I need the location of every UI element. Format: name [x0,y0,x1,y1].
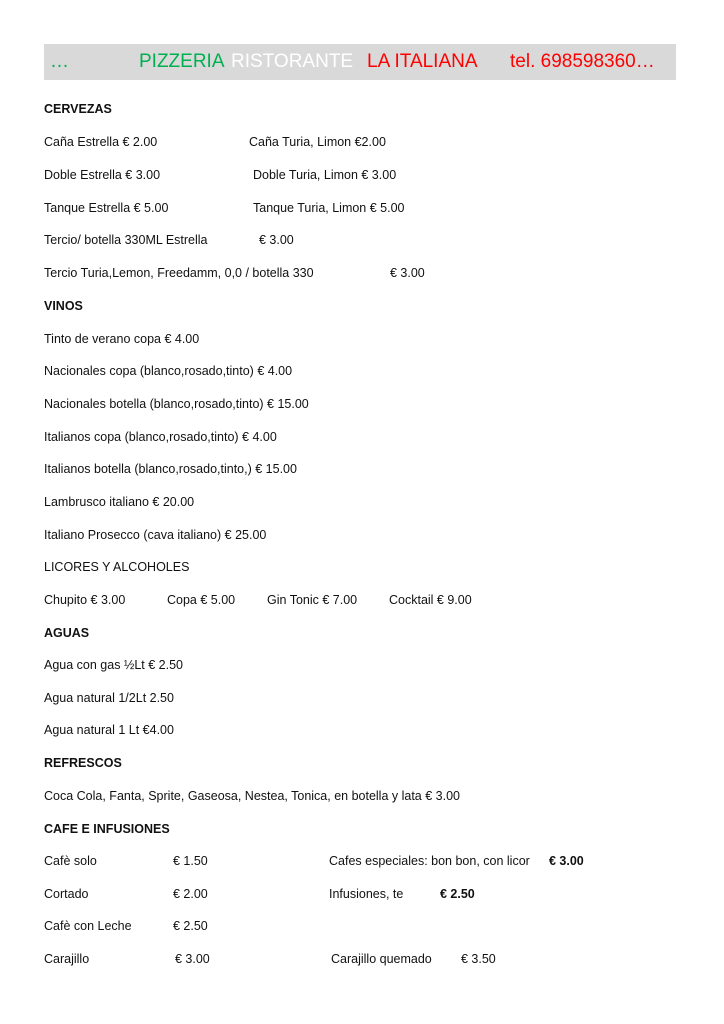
menu-item-price: € 3.50 [461,952,496,966]
menu-item: Cortado [44,887,89,901]
menu-item: Cafes especiales: bon bon, con licor [329,854,530,868]
menu-item: Agua natural 1 Lt €4.00 [44,723,174,737]
menu-item: Coca Cola, Fanta, Sprite, Gaseosa, Nestea, Tonica, en botella y lata € 3.00 [44,789,460,803]
menu-item-price: € 1.50 [173,854,208,868]
menu-item-price: € 2.00 [173,887,208,901]
section-title-refrescos: REFRESCOS [44,756,122,770]
menu-item: Infusiones, te [329,887,404,901]
section-title-cervezas: CERVEZAS [44,102,112,116]
menu-item: Chupito € 3.00 [44,593,126,607]
menu-item: Agua con gas ½Lt € 2.50 [44,658,183,672]
section-title-vinos: VINOS [44,299,83,313]
menu-item: Tanque Turia, Limon € 5.00 [253,201,405,215]
header-telephone: tel. 698598360… [510,51,655,72]
section-title-licores: LICORES Y ALCOHOLES [44,560,190,574]
menu-item: Tinto de verano copa € 4.00 [44,332,200,346]
header-la-italiana: LA ITALIANA [367,51,478,72]
menu-item: Copa € 5.00 [167,593,236,607]
menu-item: Italianos copa (blanco,rosado,tinto) € 4.00 [44,430,277,444]
menu-item: Doble Turia, Limon € 3.00 [253,168,397,182]
menu-item: Italiano Prosecco (cava italiano) € 25.00 [44,528,267,542]
menu-item-price: € 3.00 [175,952,210,966]
header-pizzeria: PIZZERIA [139,51,225,72]
menu-item-price: € 2.50 [440,887,475,901]
menu-item: Caña Turia, Limon €2.00 [249,135,386,149]
header-ellipsis: … [50,51,69,72]
menu-item: Gin Tonic € 7.00 [267,593,358,607]
section-title-aguas: AGUAS [44,626,90,640]
menu-item-price: € 3.00 [259,233,294,247]
menu-item: Caña Estrella € 2.00 [44,135,158,149]
menu-item: Agua natural 1/2Lt 2.50 [44,691,174,705]
menu-item: Cafè solo [44,854,97,868]
menu-item: Cocktail € 9.00 [389,593,472,607]
menu-item-price: € 3.00 [549,854,584,868]
menu-item: Doble Estrella € 3.00 [44,168,161,182]
menu-item: Tanque Estrella € 5.00 [44,201,169,215]
menu-item: Carajillo [44,952,90,966]
menu-item: Lambrusco italiano € 20.00 [44,495,195,509]
menu-item: Tercio/ botella 330ML Estrella [44,233,208,247]
menu-item: Nacionales botella (blanco,rosado,tinto) € 15.00 [44,397,309,411]
menu-item: Italianos botella (blanco,rosado,tinto,) € 15.00 [44,462,297,476]
menu-header-banner [44,44,676,80]
menu-item: Tercio Turia,Lemon, Freedamm, 0,0 / botella 330 [44,266,314,280]
menu-item: Carajillo quemado [331,952,432,966]
menu-item: Nacionales copa (blanco,rosado,tinto) € 4.00 [44,364,293,378]
menu-item: Cafè con Leche [44,919,132,933]
section-title-cafe: CAFE E INFUSIONES [44,822,170,836]
menu-item-price: € 3.00 [390,266,425,280]
menu-item-price: € 2.50 [173,919,208,933]
header-ristorante: RISTORANTE [231,51,354,72]
